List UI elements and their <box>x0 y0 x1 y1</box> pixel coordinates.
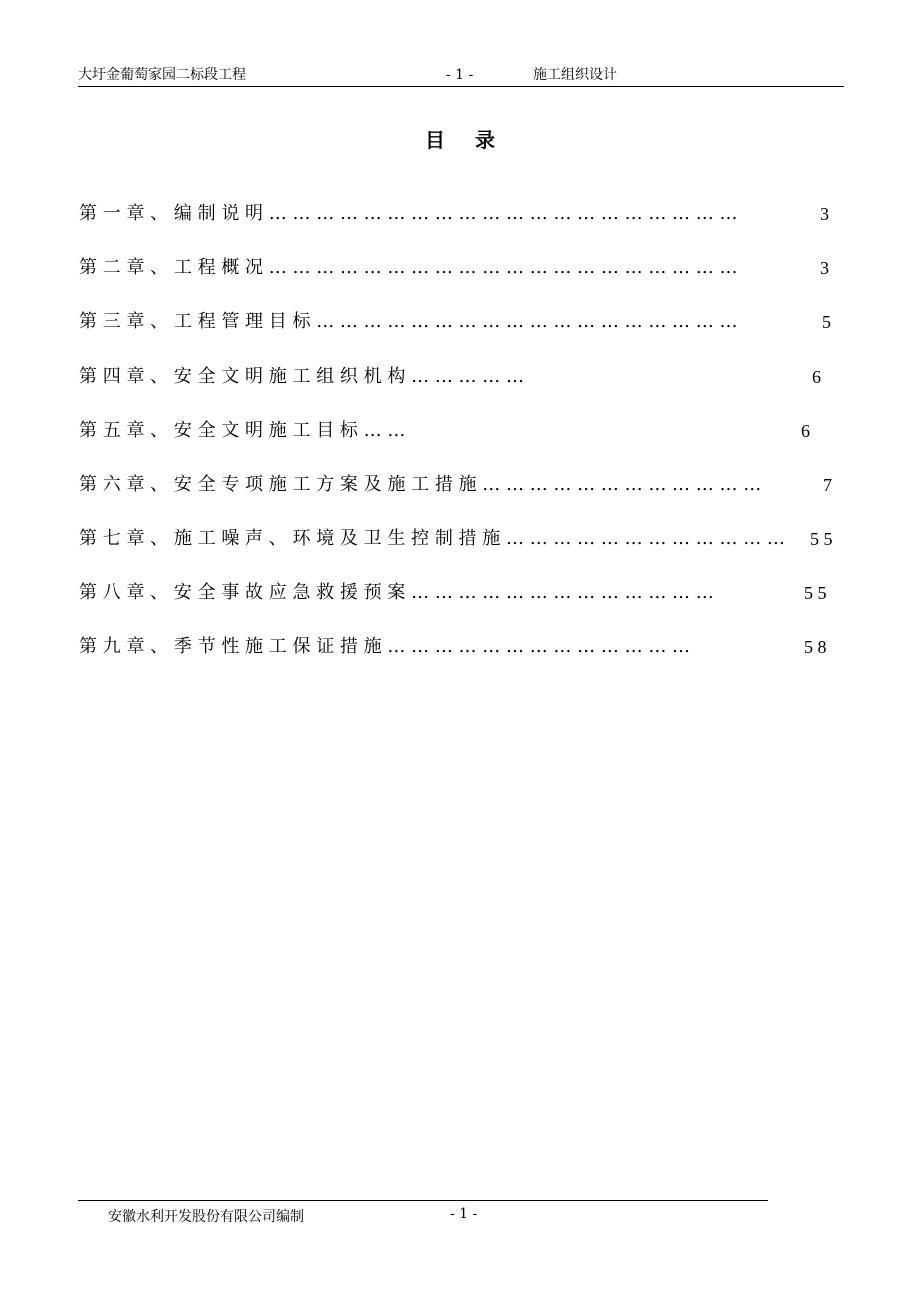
header-document-type: 施工组织设计 <box>533 67 617 83</box>
toc-entry-text: 第 三 章 、 工 程 管 理 目 标 … … … … … … … … … … … … … … … … … … <box>79 311 738 332</box>
toc-entry-text: 第 四 章 、 安 全 文 明 施 工 组 织 机 构 … … … … … <box>79 366 524 387</box>
toc-entry-page: 5 5 <box>804 583 827 603</box>
toc-entry-text: 第 七 章 、 施 工 噪 声 、 环 境 及 卫 生 控 制 措 施 … … … … … … … … … … … … <box>79 528 785 549</box>
toc-entry-page: 6 <box>801 421 810 441</box>
toc-entry-page: 5 5 <box>810 529 833 549</box>
toc-title: 目录 <box>425 128 525 152</box>
header-project-name: 大圩金葡萄家园二标段工程 <box>78 67 246 83</box>
toc-entry-chapter-5[interactable] <box>79 417 839 445</box>
toc-entry-page: 3 <box>820 204 829 224</box>
toc-entry-text: 第 八 章 、 安 全 事 故 应 急 救 援 预 案 … … … … … … … … … … … … … <box>79 582 714 603</box>
page-header <box>78 64 844 87</box>
toc-entry-chapter-1[interactable] <box>79 200 839 228</box>
toc-entry-page: 6 <box>812 367 821 387</box>
toc-entry-chapter-7[interactable] <box>79 525 839 553</box>
header-page-number: - 1 - <box>446 67 474 83</box>
footer-divider <box>78 1200 768 1201</box>
toc-entry-text: 第 六 章 、 安 全 专 项 施 工 方 案 及 施 工 措 施 … … … … … … … … … … … … <box>79 474 762 495</box>
toc-entry-page: 5 <box>822 312 831 332</box>
page-footer <box>108 1206 478 1226</box>
toc-entry-chapter-9[interactable] <box>79 633 839 661</box>
toc-entry-chapter-6[interactable] <box>79 471 839 499</box>
toc-entry-chapter-3[interactable] <box>79 308 839 336</box>
footer-page-number: - 1 - <box>450 1206 478 1222</box>
toc-entry-page: 5 8 <box>804 637 827 657</box>
toc-entry-text: 第 二 章 、 工 程 概 况 … … … … … … … … … … … … … … … … … … … … <box>79 257 738 278</box>
toc-entry-chapter-8[interactable] <box>79 579 839 607</box>
toc-entry-chapter-4[interactable] <box>79 363 839 391</box>
toc-entry-text: 第 五 章 、 安 全 文 明 施 工 目 标 … … <box>79 420 406 441</box>
toc-entry-text: 第 一 章 、 编 制 说 明 … … … … … … … … … … … … … … … … … … … … <box>79 203 738 224</box>
toc-entry-text: 第 九 章 、 季 节 性 施 工 保 证 措 施 … … … … … … … … … … … … … <box>79 636 691 657</box>
footer-company: 安徽水利开发股份有限公司编制 <box>108 1209 304 1225</box>
toc-entry-chapter-2[interactable] <box>79 254 839 282</box>
toc-entry-page: 7 <box>823 475 832 495</box>
toc-entry-page: 3 <box>820 258 829 278</box>
